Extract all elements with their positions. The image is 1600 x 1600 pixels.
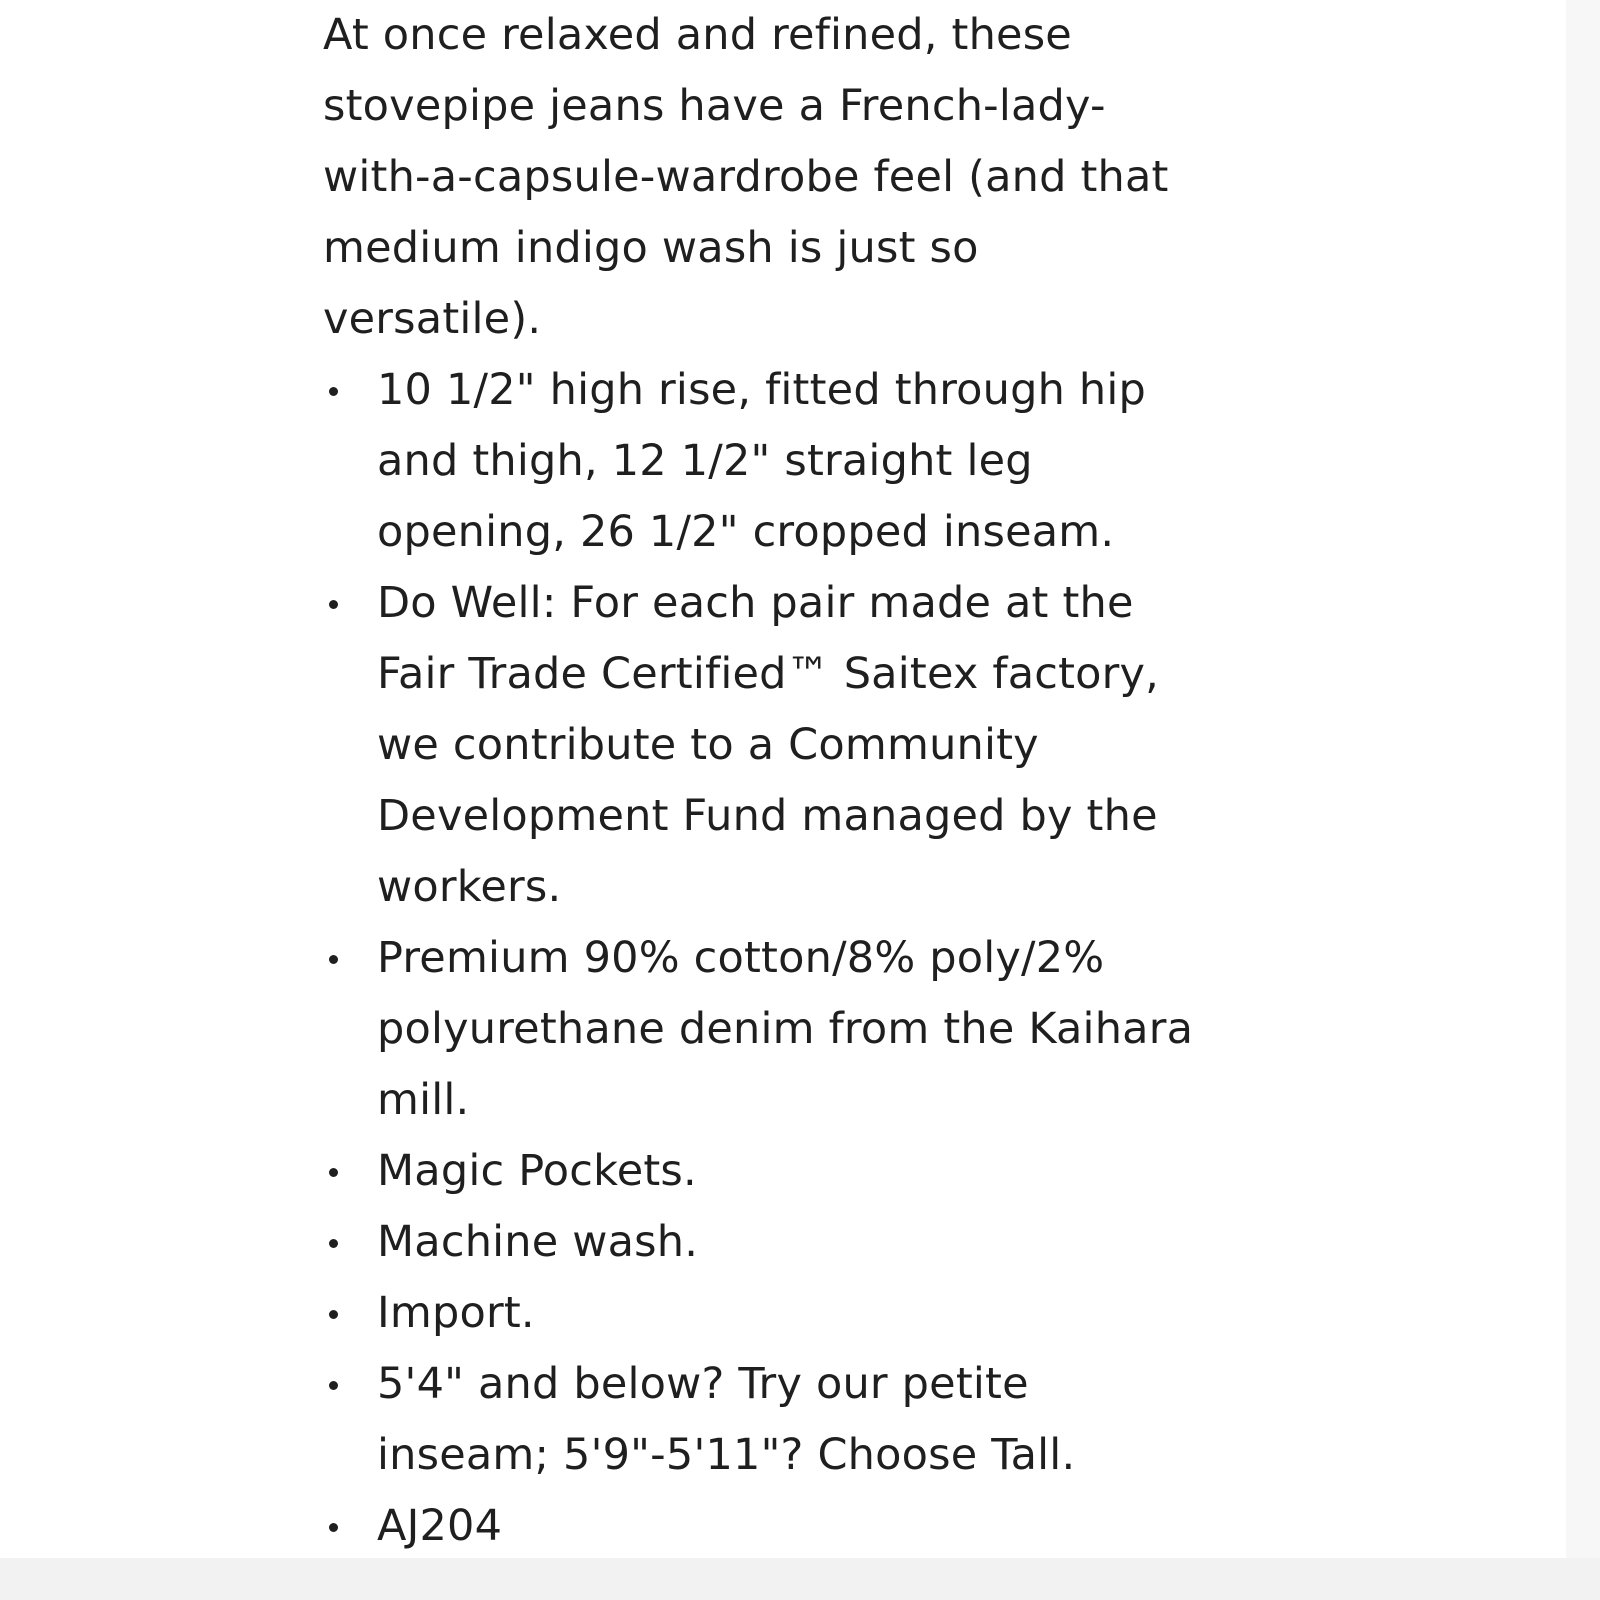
bullet-icon [329,1168,338,1177]
bullet-icon [329,955,338,964]
detail-text: Import. [377,1288,535,1338]
detail-text: AJ204 [377,1501,503,1551]
detail-item-pockets [323,1136,1203,1207]
detail-item-fabric [323,923,1203,1136]
detail-item-origin [323,1278,1203,1349]
detail-item-do-well [323,568,1203,923]
detail-text: Premium 90% cotton/8% poly/2% polyurethane denim from the Kaihara mill. [377,933,1194,1125]
bullet-icon [329,1239,338,1248]
bullet-icon [329,1310,338,1319]
product-details-list [323,355,1203,1562]
description-intro: At once relaxed and refined, these stovepipe jeans have a French-lady-with-a-capsule-wardrobe feel (and that medium indigo wash is just so versatile). [323,10,1169,344]
bullet-icon [329,1381,338,1390]
detail-text: Do Well: For each pair made at the Fair Trade Certified™ Saitex factory, we contribute to a Community Development Fund managed by the workers. [377,578,1160,912]
detail-text: 10 1/2" high rise, fitted through hip and thigh, 12 1/2" straight leg opening, 26 1/2" cropped inseam. [377,365,1147,557]
detail-text: Machine wash. [377,1217,699,1267]
product-description [323,0,1203,1562]
detail-item-fit [323,355,1203,568]
bullet-icon [329,1523,338,1532]
bullet-icon [329,387,338,396]
detail-text: Magic Pockets. [377,1146,697,1196]
right-edge-margin [1566,0,1600,1600]
bullet-icon [329,600,338,609]
detail-text: 5'4" and below? Try our petite inseam; 5'9"-5'11"? Choose Tall. [377,1359,1076,1480]
detail-item-care [323,1207,1203,1278]
bottom-edge-margin [0,1558,1600,1600]
detail-item-sizing [323,1349,1203,1491]
detail-item-style-code [323,1491,1203,1562]
